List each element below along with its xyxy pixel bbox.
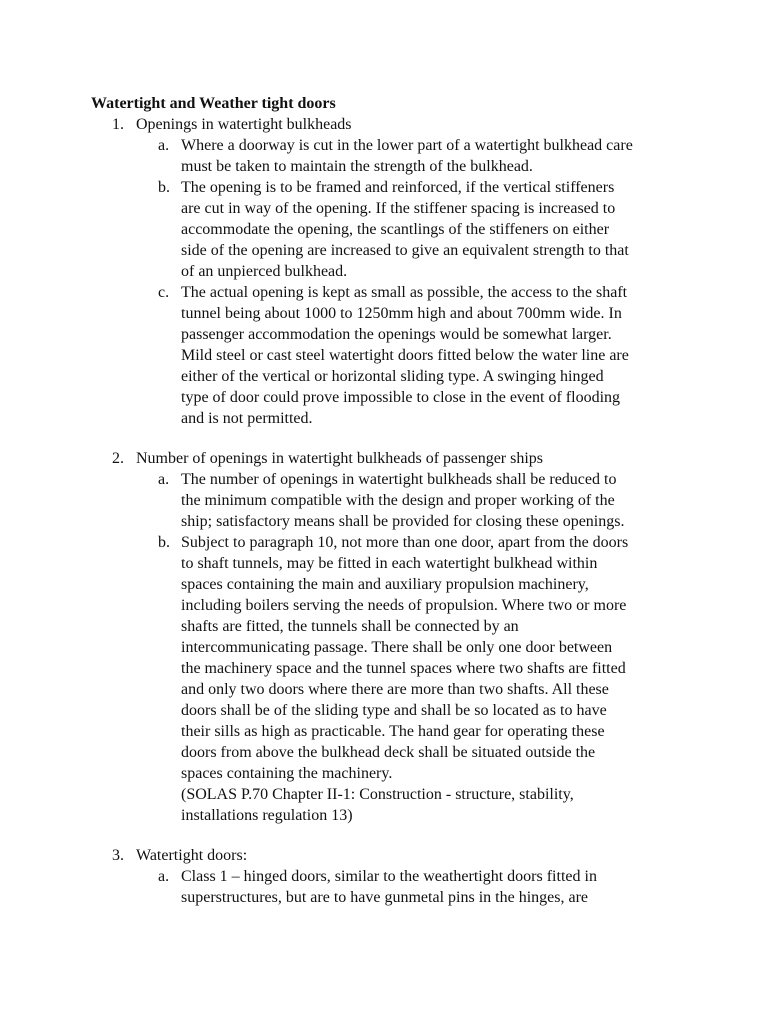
document-title: Watertight and Weather tight doors: [91, 95, 336, 112]
item-letter: b.: [158, 534, 170, 551]
text-line: must be taken to maintain the strength of the bulkhead.: [181, 158, 533, 175]
section-heading: [112, 114, 732, 135]
section-2: [112, 448, 732, 826]
text-line: installations regulation 13): [181, 807, 353, 824]
text-line: The opening is to be framed and reinforced, if the vertical stiffeners: [181, 179, 615, 196]
list-item: [112, 866, 732, 908]
item-text: [181, 282, 732, 429]
text-line: The number of openings in watertight bulkheads shall be reduced to: [181, 471, 617, 488]
section-heading: [112, 448, 732, 469]
text-line: Class 1 – hinged doors, similar to the weathertight doors fitted in: [181, 868, 597, 885]
item-text: [181, 469, 732, 532]
text-line: doors from above the bulkhead deck shall be situated outside the: [181, 744, 596, 761]
item-letter: a.: [158, 471, 170, 488]
text-line: ship; satisfactory means shall be provided for closing these openings.: [181, 513, 625, 530]
section-heading-text: Watertight doors:: [136, 847, 248, 864]
text-line: Where a doorway is cut in the lower part of a watertight bulkhead care: [181, 137, 633, 154]
section-heading-text: Number of openings in watertight bulkheads of passenger ships: [136, 450, 544, 467]
text-line: passenger accommodation the openings would be somewhat larger.: [181, 326, 612, 343]
section-heading: [112, 845, 732, 866]
item-letter: a.: [158, 868, 170, 885]
item-letter: c.: [158, 284, 170, 301]
item-text: [181, 177, 732, 282]
text-line: superstructures, but are to have gunmetal pins in the hinges, are: [181, 889, 588, 906]
text-line: the machinery space and the tunnel spaces where two shafts are fitted: [181, 660, 626, 677]
text-line: side of the opening are increased to give an equivalent strength to that: [181, 242, 629, 259]
text-line: including boilers serving the needs of propulsion. Where two or more: [181, 597, 627, 614]
text-line: The actual opening is kept as small as possible, the access to the shaft: [181, 284, 628, 301]
text-line: either of the vertical or horizontal sliding type. A swinging hinged: [181, 368, 604, 385]
section-items: [112, 135, 732, 429]
text-line: type of door could prove impossible to close in the event of flooding: [181, 389, 621, 406]
section-number: 3.: [112, 847, 124, 864]
item-text: [181, 866, 732, 908]
text-line: the minimum compatible with the design and proper working of the: [181, 492, 615, 509]
list-item: [112, 282, 732, 429]
text-line: tunnel being about 1000 to 1250mm high and about 700mm wide. In: [181, 305, 622, 322]
text-line: their sills as high as practicable. The hand gear for operating these: [181, 723, 605, 740]
list-item: [112, 177, 732, 282]
text-line: are cut in way of the opening. If the stiffener spacing is increased to: [181, 200, 616, 217]
text-line: and only two doors where there are more than two shafts. All these: [181, 681, 609, 698]
section-1: [112, 114, 732, 429]
text-line: Subject to paragraph 10, not more than one door, apart from the doors: [181, 534, 629, 551]
item-text: [181, 135, 732, 177]
text-line: spaces containing the main and auxiliary propulsion machinery,: [181, 576, 589, 593]
text-line: to shaft tunnels, may be fitted in each watertight bulkhead within: [181, 555, 598, 572]
section-3: [112, 845, 732, 908]
list-item: [112, 135, 732, 177]
section-number: 1.: [112, 116, 124, 133]
section-heading-text: Openings in watertight bulkheads: [136, 116, 352, 133]
text-line: intercommunicating passage. There shall be only one door between: [181, 639, 613, 656]
item-letter: b.: [158, 179, 170, 196]
text-line: accommodate the opening, the scantlings of the stiffeners on either: [181, 221, 610, 238]
list-item: [112, 469, 732, 532]
text-line: Mild steel or cast steel watertight doors fitted below the water line are: [181, 347, 629, 364]
text-line: and is not permitted.: [181, 410, 313, 427]
text-line: shafts are fitted, the tunnels shall be connected by an: [181, 618, 519, 635]
text-line: of an unpierced bulkhead.: [181, 263, 348, 280]
text-line: spaces containing the machinery.: [181, 765, 393, 782]
list-item: [112, 532, 732, 826]
text-line: (SOLAS P.70 Chapter II-1: Construction - structure, stability,: [181, 786, 574, 803]
item-text: [181, 532, 732, 826]
text-line: doors shall be of the sliding type and shall be so located as to have: [181, 702, 607, 719]
section-items: [112, 866, 732, 908]
section-number: 2.: [112, 450, 124, 467]
section-items: [112, 469, 732, 826]
item-letter: a.: [158, 137, 170, 154]
